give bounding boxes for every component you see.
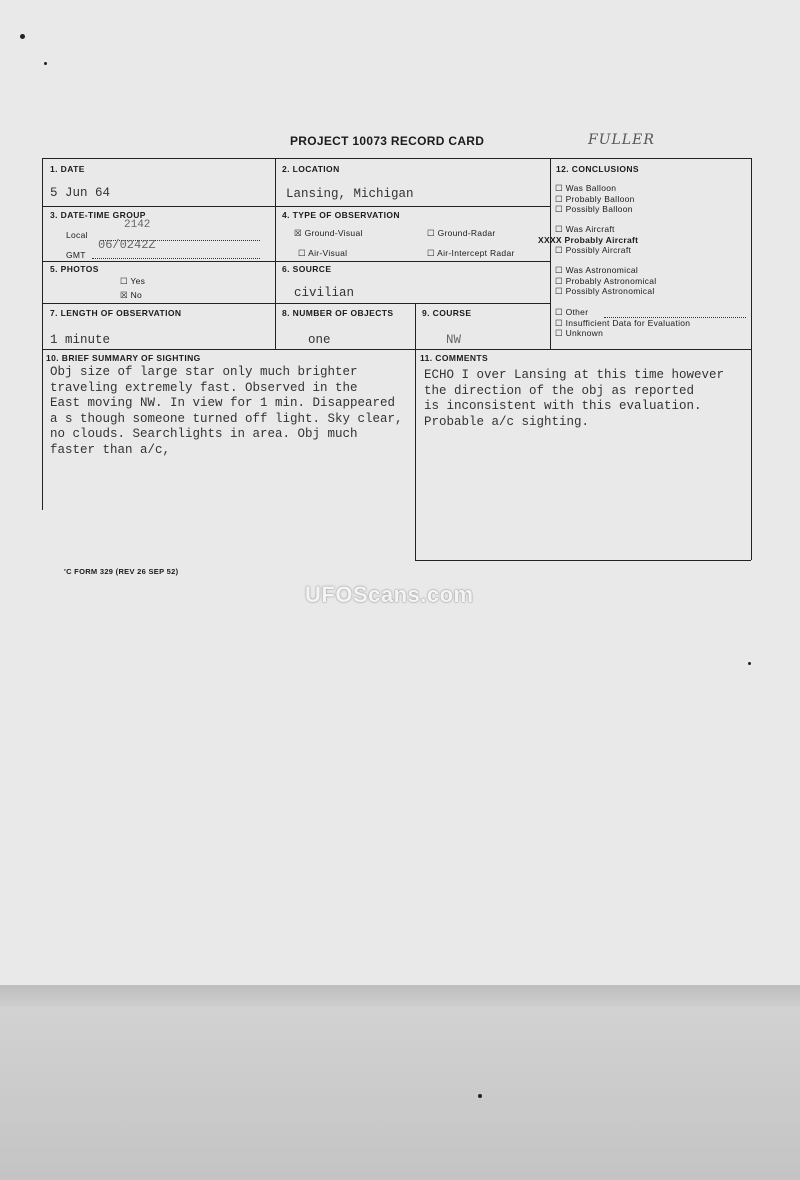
local-time-value: 2142: [124, 219, 151, 231]
dust-speck: [44, 62, 47, 65]
photos-label: 5. PHOTOS: [50, 264, 99, 274]
course-value: NW: [446, 333, 462, 347]
location-value: Lansing, Michigan: [286, 187, 414, 201]
page-edge-shadow: [0, 985, 800, 1007]
date-label: 1. DATE: [50, 164, 85, 174]
insufficient-data-option: ☐ Insufficient Data for Evaluation: [555, 318, 691, 328]
ground-visual-option: ☒ Ground-Visual: [294, 228, 363, 238]
possibly-balloon-option: ☐ Possibly Balloon: [555, 204, 633, 214]
number-of-objects-label: 8. NUMBER OF OBJECTS: [282, 308, 394, 318]
form-identifier: 'C FORM 329 (REV 26 SEP 52): [64, 567, 179, 576]
ground-radar-option: ☐ Ground-Radar: [427, 228, 496, 238]
record-card: [42, 158, 751, 560]
unknown-option: ☐ Unknown: [555, 328, 604, 338]
background-surface: [0, 1007, 800, 1180]
photos-no-option: ☒ No: [120, 290, 143, 300]
air-intercept-radar-option: ☐ Air-Intercept Radar: [427, 248, 515, 258]
local-label: Local: [66, 230, 88, 240]
other-option: ☐ Other: [555, 307, 589, 317]
gmt-label: GMT: [66, 250, 86, 260]
was-astronomical-option: ☐ Was Astronomical: [555, 265, 639, 275]
handwritten-note: FULLER: [588, 132, 655, 148]
date-value: 5 Jun 64: [50, 186, 111, 200]
was-balloon-option: ☐ Was Balloon: [555, 183, 617, 193]
summary-text: Obj size of large star only much brighter traveling extremely fast. Observed in the East moving NW. In view for 1 min. Disappeared a s though someone turned off light. Sky clear, no clouds. Searchlights in area. Obj much faster than a/c,: [50, 365, 403, 457]
comments-label: 11. COMMENTS: [420, 353, 489, 363]
source-label: 6. SOURCE: [282, 264, 332, 274]
number-of-objects-value: one: [308, 333, 331, 347]
possibly-aircraft-option: ☐ Possibly Aircraft: [555, 245, 632, 255]
probably-balloon-option: ☐ Probably Balloon: [555, 194, 635, 204]
dust-speck: [478, 1094, 482, 1098]
probably-aircraft-option: XXXX Probably Aircraft: [538, 235, 639, 245]
dtg-label: 3. DATE-TIME GROUP: [50, 210, 146, 220]
source-value: civilian: [294, 286, 355, 300]
observation-type-label: 4. TYPE OF OBSERVATION: [282, 210, 400, 220]
course-label: 9. COURSE: [422, 308, 472, 318]
length-of-observation-label: 7. LENGTH OF OBSERVATION: [50, 308, 182, 318]
air-visual-option: ☐ Air-Visual: [298, 248, 348, 258]
photos-yes-option: ☐ Yes: [120, 276, 146, 286]
probably-astronomical-option: ☐ Probably Astronomical: [555, 276, 657, 286]
comments-text: ECHO I over Lansing at this time however the direction of the obj as reported is inconsistent with this evaluation. Probable a/c sighting.: [424, 368, 725, 429]
dust-speck: [20, 34, 25, 39]
dust-speck: [748, 662, 751, 665]
gmt-time-value: 06/0242Z: [98, 238, 156, 252]
card-title: PROJECT 10073 RECORD CARD: [290, 134, 485, 148]
location-label: 2. LOCATION: [282, 164, 340, 174]
length-of-observation-value: 1 minute: [50, 333, 111, 347]
was-aircraft-option: ☐ Was Aircraft: [555, 224, 615, 234]
watermark: UFOScans.com: [305, 582, 474, 607]
conclusions-label: 12. CONCLUSIONS: [556, 164, 639, 174]
possibly-astronomical-option: ☐ Possibly Astronomical: [555, 286, 655, 296]
summary-label: 10. BRIEF SUMMARY OF SIGHTING: [46, 353, 201, 363]
